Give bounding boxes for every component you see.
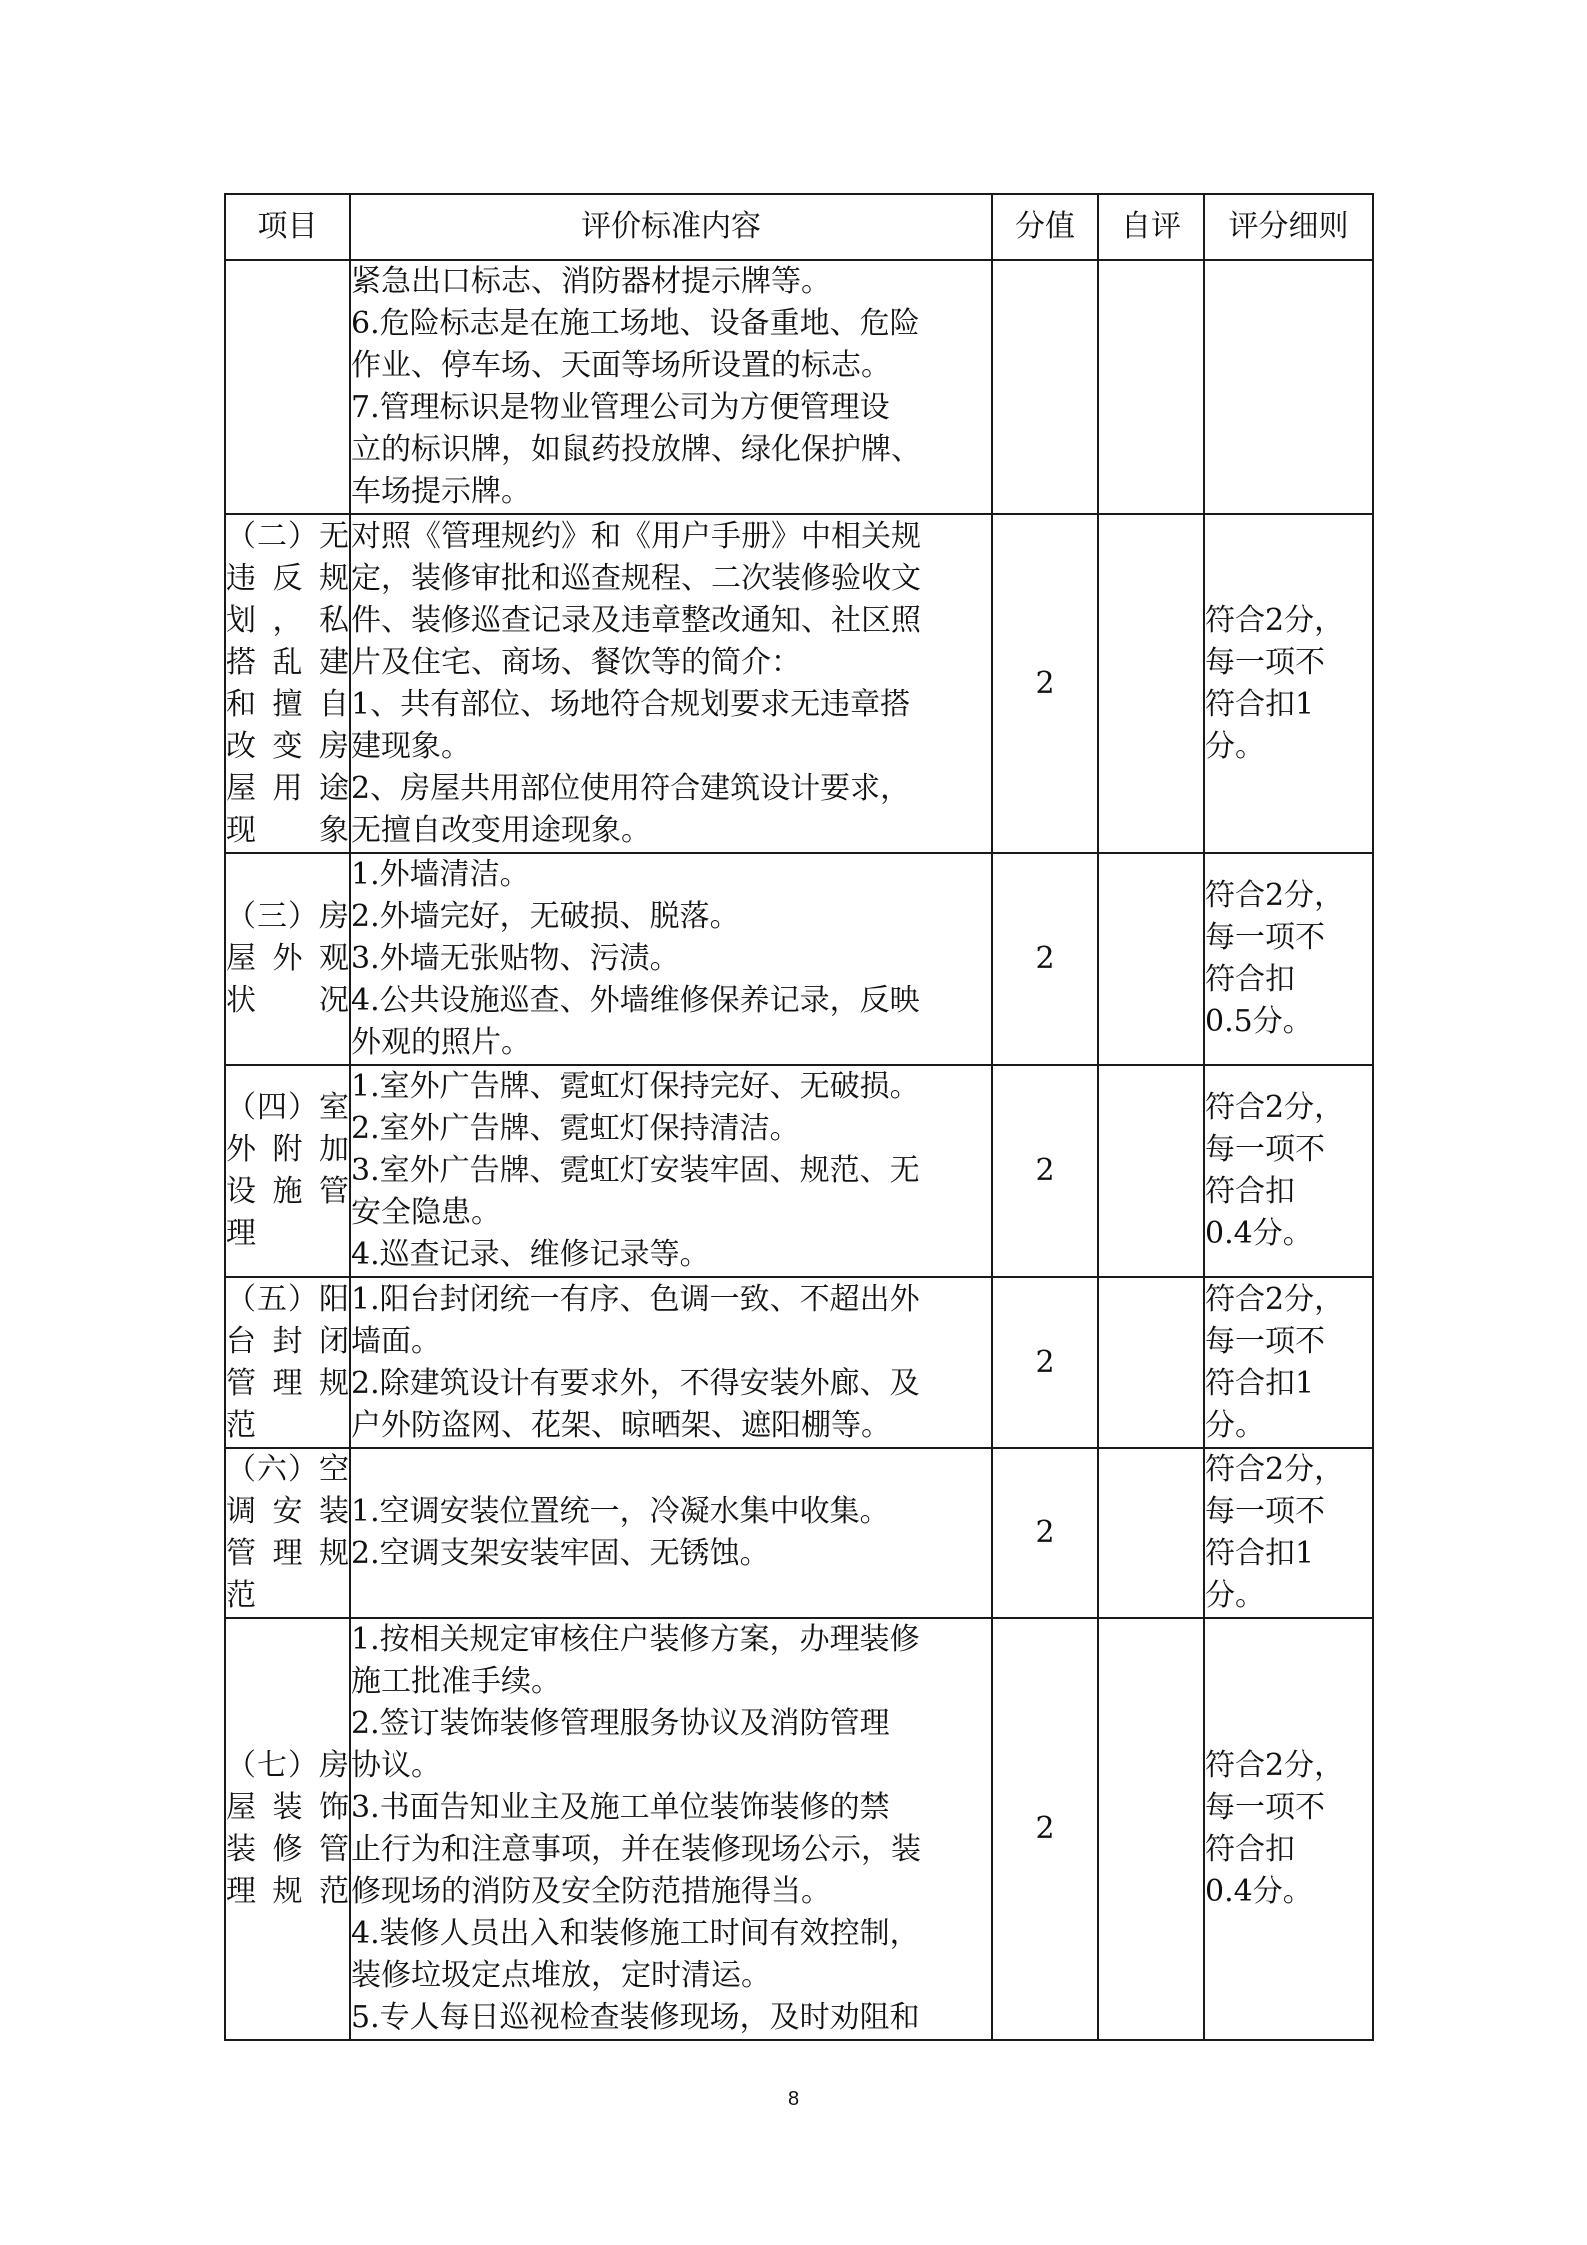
header-scoring-detail: 评分细则 <box>1204 194 1373 260</box>
detail-line: 符合2分， <box>1205 878 1345 913</box>
content-line: 2.室外广告牌、霓虹灯保持清洁。 <box>351 1111 800 1146</box>
content-line: 1.按相关规定审核住户装修方案，办理装修 <box>351 1622 920 1657</box>
content-cell <box>350 514 992 853</box>
content-line: 对照《管理规约》和《用户手册》中相关规 <box>351 518 921 554</box>
score-cell: 2 <box>992 1065 1098 1277</box>
content-line: 紧急出口标志、消防器材提示牌等。 <box>351 264 831 299</box>
content-line: 4.装修人员出入和装修施工时间有效控制， <box>351 1916 920 1951</box>
self-evaluation-cell <box>1098 514 1204 853</box>
content-line: 2.除建筑设计有要求外，不得安装外廊、及 <box>351 1365 920 1401</box>
content-cell <box>350 1448 992 1618</box>
detail-line: 符合2分， <box>1205 1281 1345 1317</box>
content-line: 1.室外广告牌、霓虹灯保持完好、无破损。 <box>351 1069 920 1104</box>
content-cell <box>350 1277 992 1448</box>
content-line: 户外防盗网、花架、晾晒架、遮阳棚等。 <box>351 1407 891 1443</box>
item-line: 屋用途 <box>226 770 349 806</box>
detail-line: 每一项不 <box>1205 644 1325 680</box>
item-line: （五）阳 <box>226 1281 349 1317</box>
table-row <box>225 1618 1373 2040</box>
content-line: 2、房屋共用部位使用符合建筑设计要求， <box>351 770 911 806</box>
item-line: 改变房 <box>226 728 349 764</box>
detail-line: 符合扣 <box>1205 962 1295 997</box>
detail-line: 分。 <box>1205 728 1265 764</box>
item-cell <box>225 853 350 1065</box>
content-line: 6.危险标志是在施工场地、设备重地、危险 <box>351 306 920 341</box>
table-row <box>225 853 1373 1065</box>
self-evaluation-cell <box>1098 1448 1204 1618</box>
content-line: 墙面。 <box>351 1323 441 1359</box>
item-line: （二）无 <box>226 518 349 554</box>
score-cell: 2 <box>992 1448 1098 1618</box>
item-line: 理 <box>226 1216 256 1251</box>
content-line: 外观的照片。 <box>351 1025 531 1060</box>
item-cell <box>225 1448 350 1618</box>
item-line: （七）房 <box>226 1748 349 1783</box>
content-line: 3.外墙无张贴物、污渍。 <box>351 941 680 976</box>
table-row <box>225 514 1373 853</box>
detail-cell <box>1204 1065 1373 1277</box>
detail-cell <box>1204 853 1373 1065</box>
item-line: 屋外观 <box>226 941 349 976</box>
self-evaluation-cell <box>1098 853 1204 1065</box>
detail-line: 分。 <box>1205 1578 1265 1613</box>
item-line: 设施管 <box>226 1174 349 1209</box>
self-evaluation-cell <box>1098 260 1204 514</box>
content-line: 无擅自改变用途现象。 <box>351 812 651 848</box>
item-line: 管理规 <box>226 1365 349 1401</box>
detail-line: 符合2分， <box>1205 1090 1345 1125</box>
item-line: 装修管 <box>226 1832 349 1867</box>
detail-line: 每一项不 <box>1205 1790 1325 1825</box>
detail-line: 0.4分。 <box>1205 1216 1313 1251</box>
header-row <box>225 194 1373 260</box>
self-evaluation-cell <box>1098 1618 1204 2040</box>
content-cell <box>350 1618 992 2040</box>
content-cell <box>350 1065 992 1277</box>
detail-line: 每一项不 <box>1205 1323 1325 1359</box>
item-line: 搭乱建 <box>226 644 349 680</box>
content-line: 修现场的消防及安全防范措施得当。 <box>351 1874 831 1909</box>
detail-cell <box>1204 514 1373 853</box>
header-self-evaluation: 自评 <box>1098 194 1204 260</box>
content-line: 片及住宅、商场、餐饮等的简介： <box>351 644 801 680</box>
header-score: 分值 <box>992 194 1098 260</box>
item-cell <box>225 514 350 853</box>
detail-line: 每一项不 <box>1205 920 1325 955</box>
content-line: 1.空调安装位置统一，冷凝水集中收集。 <box>351 1494 890 1529</box>
table-row <box>225 260 1373 514</box>
self-evaluation-cell <box>1098 1277 1204 1448</box>
evaluation-table <box>224 193 1374 2041</box>
content-line: 件、装修巡查记录及违章整改通知、社区照 <box>351 602 921 638</box>
content-line: 立的标识牌，如鼠药投放牌、绿化保护牌、 <box>351 432 921 467</box>
table-row <box>225 1065 1373 1277</box>
item-line: （三）房 <box>226 899 349 934</box>
score-cell: 2 <box>992 853 1098 1065</box>
item-line: 和擅自 <box>226 686 349 722</box>
content-line: 1.阳台封闭统一有序、色调一致、不超出外 <box>351 1281 920 1317</box>
detail-line: 符合2分， <box>1205 1748 1345 1783</box>
header-item: 项目 <box>225 194 350 260</box>
item-cell <box>225 1065 350 1277</box>
detail-line: 0.5分。 <box>1205 1004 1313 1039</box>
content-line: 4.公共设施巡查、外墙维修保养记录，反映 <box>351 983 920 1018</box>
content-line: 5.专人每日巡视检查装修现场，及时劝阻和 <box>351 2000 920 2035</box>
detail-line: 分。 <box>1205 1407 1265 1443</box>
item-line: （六）空 <box>226 1452 349 1487</box>
detail-cell <box>1204 1618 1373 2040</box>
detail-line: 每一项不 <box>1205 1494 1325 1529</box>
header-content: 评价标准内容 <box>350 194 992 260</box>
item-line: 划，私 <box>226 602 349 638</box>
score-cell: 2 <box>992 1277 1098 1448</box>
content-line: 作业、停车场、天面等场所设置的标志。 <box>351 348 891 383</box>
item-line: 状况 <box>226 983 349 1018</box>
detail-cell <box>1204 1448 1373 1618</box>
content-cell <box>350 260 992 514</box>
detail-cell <box>1204 260 1373 514</box>
detail-line: 符合2分， <box>1205 602 1345 638</box>
item-cell <box>225 260 350 514</box>
content-cell <box>350 853 992 1065</box>
content-line: 协议。 <box>351 1748 441 1783</box>
score-cell: 2 <box>992 1618 1098 2040</box>
table-row <box>225 1277 1373 1448</box>
detail-line: 符合扣1 <box>1205 1536 1315 1571</box>
content-line: 定，装修审批和巡查规程、二次装修验收文 <box>351 560 921 596</box>
content-line: 7.管理标识是物业管理公司为方便管理设 <box>351 390 890 425</box>
item-line: 外附加 <box>226 1132 349 1167</box>
detail-line: 符合扣1 <box>1205 1365 1315 1401</box>
item-line: （四）室 <box>226 1090 349 1125</box>
detail-line: 每一项不 <box>1205 1132 1325 1167</box>
item-line: 屋装饰 <box>226 1790 349 1825</box>
content-line: 装修垃圾定点堆放，定时清运。 <box>351 1958 771 1993</box>
content-line: 车场提示牌。 <box>351 474 531 509</box>
item-line: 理规范 <box>226 1874 349 1909</box>
score-cell: 2 <box>992 514 1098 853</box>
table-row <box>225 1448 1373 1618</box>
item-line: 现象 <box>226 812 349 848</box>
detail-cell <box>1204 1277 1373 1448</box>
page-number: 8 <box>787 2088 800 2110</box>
item-cell <box>225 1618 350 2040</box>
content-line: 3.室外广告牌、霓虹灯安装牢固、规范、无 <box>351 1153 920 1188</box>
self-evaluation-cell <box>1098 1065 1204 1277</box>
content-line: 1.外墙清洁。 <box>351 857 530 892</box>
item-line: 台封闭 <box>226 1323 349 1359</box>
content-line: 3.书面告知业主及施工单位装饰装修的禁 <box>351 1790 890 1825</box>
item-line: 管理规 <box>226 1536 349 1571</box>
item-line: 调安装 <box>226 1494 349 1529</box>
item-line: 范 <box>226 1578 256 1613</box>
detail-line: 符合扣 <box>1205 1174 1295 1209</box>
detail-line: 符合扣 <box>1205 1832 1295 1867</box>
item-cell <box>225 1277 350 1448</box>
content-line: 2.签订装饰装修管理服务协议及消防管理 <box>351 1706 890 1741</box>
detail-line: 符合2分， <box>1205 1452 1345 1487</box>
item-line: 违反规 <box>226 560 349 596</box>
detail-line: 0.4分。 <box>1205 1874 1313 1909</box>
score-cell <box>992 260 1098 514</box>
content-line: 2.空调支架安装牢固、无锈蚀。 <box>351 1536 770 1571</box>
content-line: 建现象。 <box>351 728 471 764</box>
content-line: 施工批准手续。 <box>351 1664 561 1699</box>
content-line: 2.外墙完好，无破损、脱落。 <box>351 899 740 934</box>
item-line: 范 <box>226 1407 256 1443</box>
detail-line: 符合扣1 <box>1205 686 1315 722</box>
content-line: 1、共有部位、场地符合规划要求无违章搭 <box>351 686 911 722</box>
content-line: 止行为和注意事项，并在装修现场公示，装 <box>351 1832 921 1867</box>
content-line: 安全隐患。 <box>351 1195 501 1230</box>
content-line: 4.巡查记录、维修记录等。 <box>351 1237 710 1272</box>
